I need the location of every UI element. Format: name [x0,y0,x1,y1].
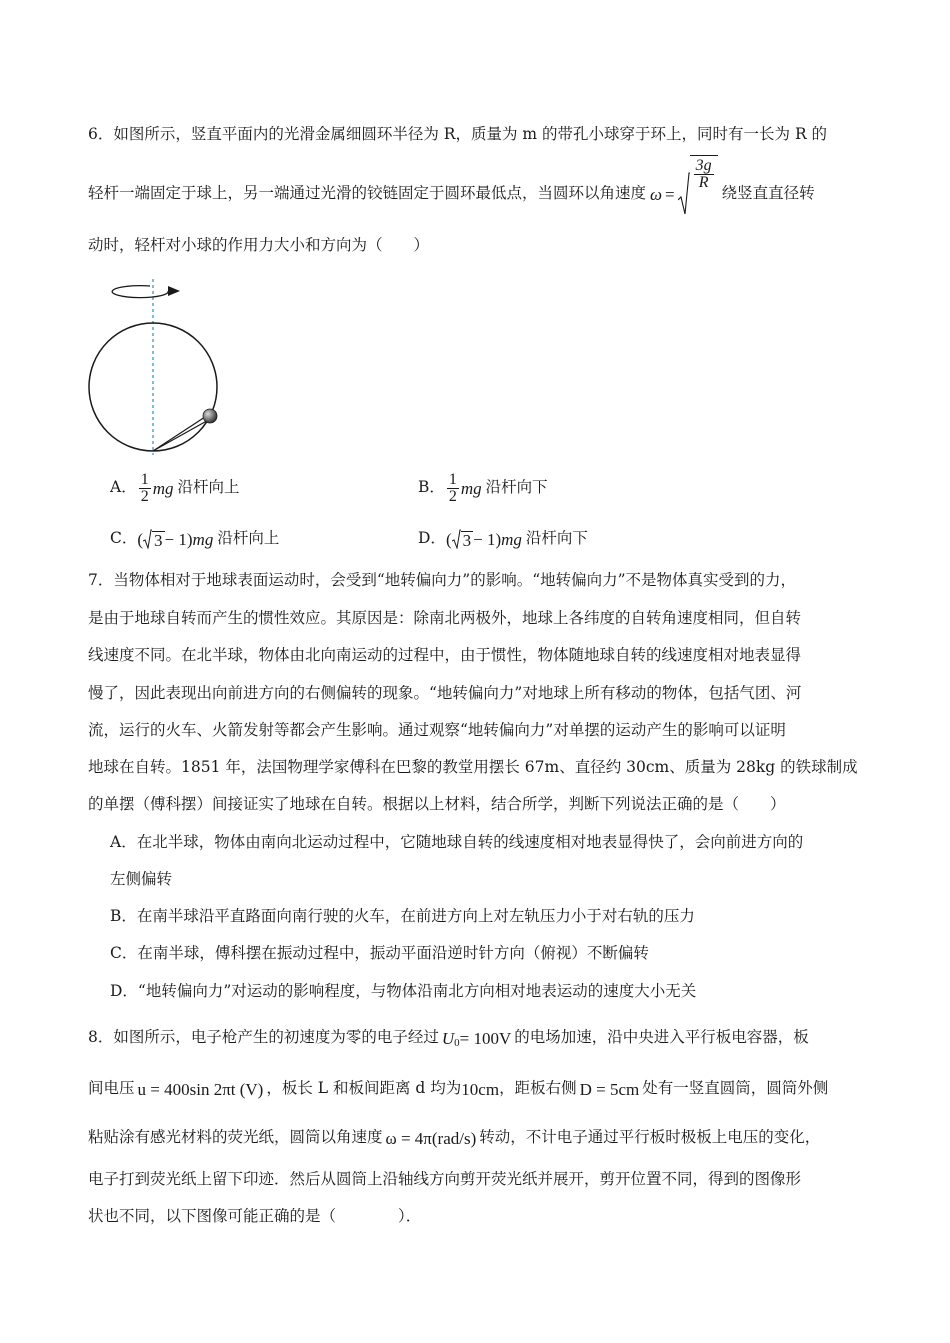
q7-line-3: 线速度不同。在北半球，物体由北向南运动的过程中，由于惯性，物体随地球自转的线速度相对地表显得 [88,646,802,664]
q8-line-1 [88,1027,809,1049]
radical-sign-icon [678,172,690,216]
option-b-label: B． [418,478,445,497]
distance-d: D = 5cm [579,1079,640,1099]
option-a-mg: mg [152,478,174,498]
option-a-label: A． [110,478,137,497]
fraction-numerator: 1 [140,470,149,488]
option-c-radicand: 3 [154,531,163,550]
q8-line-2 [88,1078,828,1100]
q7-line-4: 慢了，因此表现出向前进方向的右侧偏转的现象。“地转偏向力”对地球上所有移动的物体，包括气团、河 [88,684,802,702]
fraction-numerator: 1 [448,470,457,488]
q7-option-b: B．在南半球沿平直路面向南行驶的火车，在前进方向上对左轨压力小于对右轨的压力 [110,907,695,925]
q8-line-2-text-a: 间电压 [88,1079,135,1098]
q6-ring-figure [84,275,224,460]
option-b-mg: mg [460,478,482,498]
q6-line-2 [88,157,815,218]
q7-option-a: A．在北半球，物体由南向北运动过程中，它随地球自转的线速度相对地表显得快了，会向前进方向的 [110,833,804,851]
sqrt-3g-over-r [678,157,718,216]
option-d-radicand: 3 [462,531,472,550]
q7-option-a-cont: 左侧偏转 [110,870,173,888]
q8-line-2-text-c: ，距板右侧 [499,1079,577,1098]
option-c-text: 沿杆向上 [217,529,280,548]
equals-sign: = [665,184,675,204]
small-ball [203,409,217,423]
q6-line-2-text-b: 绕竖直直径转 [721,184,815,203]
q8-line-3 [88,1127,820,1149]
q7-option-d: D．“地转偏向力”对运动的影响程度，与物体沿南北方向相对地表运动的速度大小无关 [110,982,697,1000]
q7-line-2: 是由于地球自转而产生的惯性效应。其原因是：除南北两极外，地球上各纬度的自转角速度相同，但自转 [88,609,802,627]
option-a-fraction [139,472,151,505]
fraction-denominator: 2 [448,487,457,505]
q6-line-1: 6．如图所示，竖直平面内的光滑金属细圆环半径为 R，质量为 m 的带孔小球穿于环上，同时有一长为 R 的 [88,125,828,143]
option-b-fraction [447,472,459,505]
voltage-u: U [441,1028,455,1048]
option-b-text: 沿杆向下 [485,478,548,497]
q7-line-5: 流，运行的火车、火箭发射等都会产生影响。通过观察“地转偏向力”对单摆的运动产生的影响可以证明 [88,721,786,739]
voltage-expression: u = 400sin 2πt (V) [137,1079,264,1099]
q6-option-a [110,468,240,508]
option-c-open-paren: ( [137,529,144,549]
q7-line-6: 地球在自转。1851 年，法国物理学家傅科在巴黎的教堂用摆长 67m、直径约 30cm、质量为 28kg 的铁球制成 [88,758,858,776]
radical-sign-icon [452,529,461,549]
fraction-numerator: 3g [695,157,712,174]
q7-option-c: C．在南半球，傅科摆在振动过程中，振动平面沿逆时针方向（俯视）不断偏转 [110,944,649,962]
option-a-text: 沿杆向上 [177,478,240,497]
option-d-open-paren: ( [445,529,452,549]
q8-line-3-text-b: 转动，不计电子通过平行板时极板上电压的变化， [479,1128,821,1147]
radical-sign-icon [143,529,152,549]
q8-line-2-text-b: ，板长 L 和板间距离 d 均为 [266,1079,462,1098]
option-c-mg: mg [192,529,214,549]
q6-line-2-text-a: 轻杆一端固定于球上，另一端通过光滑的铰链固定于圆环最低点，当圆环以角速度 [88,184,647,203]
rotation-arrowhead-icon [168,286,180,296]
angular-velocity: ω = 4π(rad/s) [385,1128,477,1148]
option-d-text: 沿杆向下 [525,529,588,548]
voltage-subscript: 0 [454,1036,460,1049]
q6-option-d [418,527,588,551]
option-d-sqrt [452,529,474,549]
q8-line-1-text-a: 8．如图所示，电子枪产生的初速度为零的电子经过 [88,1028,439,1047]
q8-line-5: 状也不同，以下图像可能正确的是（ ）． [88,1207,422,1225]
option-d-label: D． [418,529,446,548]
option-d-mg: mg [501,529,522,549]
rotation-arrow-icon [112,286,168,298]
option-d-minus-one: − 1) [473,529,502,549]
fraction [694,158,714,191]
q8-line-1-text-b: 的电场加速，沿中央进入平行板电容器，板 [514,1028,809,1047]
q6-option-c [110,527,279,551]
q8-line-3-text-a: 粘贴涂有感光材料的荧光纸，圆筒以角速度 [88,1128,383,1147]
q6-line-3: 动时，轻杆对小球的作用力大小和方向为（ ） [88,236,430,254]
plate-length: 10cm [461,1079,500,1099]
option-c-label: C． [110,529,138,548]
voltage-value: = 100V [459,1028,512,1048]
q8-line-2-text-d: 处有一竖直圆筒，圆筒外侧 [642,1079,829,1098]
option-c-sqrt [143,529,165,549]
q7-line-7: 的单摆（傅科摆）间接证实了地球在自转。根据以上材料，结合所学，判断下列说法正确的是（ ） [88,795,786,813]
q8-line-4: 电子打到荧光纸上留下印迹．然后从圆筒上沿轴线方向剪开荧光纸并展开，剪开位置不同，得到的图像形 [88,1170,802,1188]
q7-line-1: 7．当物体相对于地球表面运动时，会受到“地转偏向力”的影响。“地转偏向力”不是物体真实受到的力， [88,571,797,589]
omega-symbol: ω [650,184,663,204]
fraction-denominator: 2 [140,487,149,505]
fraction-denominator: R [698,174,709,191]
option-c-minus-one: − 1) [164,529,193,549]
light-rod-edge-2 [153,418,212,451]
q6-option-b [418,468,548,508]
